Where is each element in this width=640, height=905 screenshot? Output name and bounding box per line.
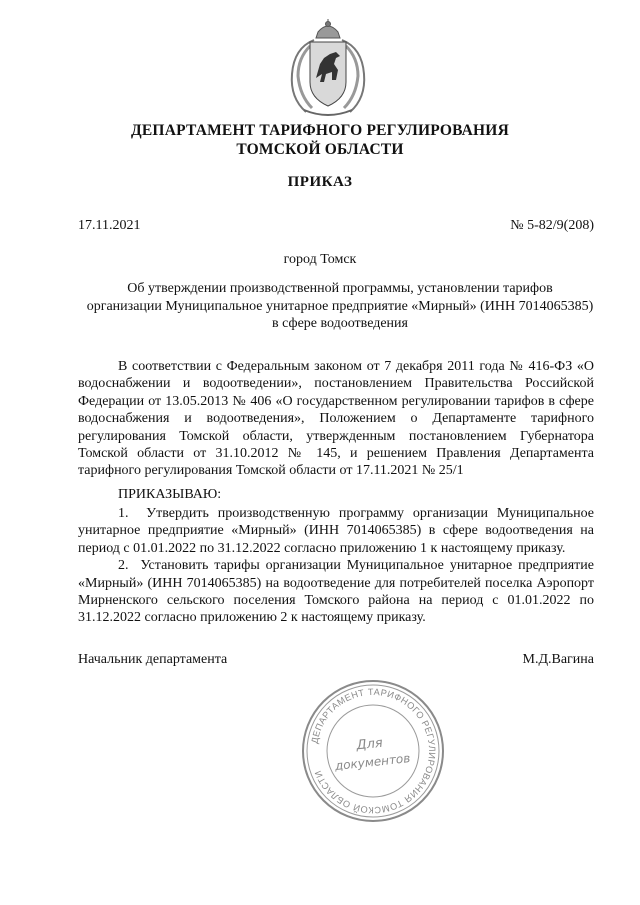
- signatory-name: М.Д.Вагина: [522, 652, 594, 667]
- department-title-line-1: ДЕПАРТАМЕНТ ТАРИФНОГО РЕГУЛИРОВАНИЯ: [131, 122, 509, 139]
- subject-line-3: в сфере водоотведения: [272, 316, 408, 331]
- legal-basis-paragraph: В соответствии с Федеральным законом от 7 декабря 2011 года № 416-ФЗ «О водоснабжении и водоотведении», постановлением Правительства Российской Федерации от 13.05.2013 № 406 «О государственном регулировании тарифов в сфере водоснабжения и водоотведения», Положением о Департаменте тарифного регулирования Томской области, утвержденным постановлением Губернатора Томской области от 31.10.2012 № 145, и решением Правления Департамента тарифного регулирования Томской области от 17.11.2021 № 25/1: [78, 359, 594, 479]
- official-stamp: [298, 676, 448, 826]
- order-item-1: 1. Утвердить производственную программу организации Муниципальное унитарное предприятие «Мирный» (ИНН 7014065385) в сфере водоотведения на период с 01.01.2022 по 31.12.2022 согласно приложению 1 к настоящему приказу.: [78, 506, 594, 556]
- document-type-title: ПРИКАЗ: [287, 174, 353, 190]
- order-number: № 5-82/9(208): [510, 218, 594, 233]
- order-item-2: 2. Установить тарифы организации Муниципальное унитарное предприятие «Мирный» (ИНН 7014065385) на водоотведение для потребителей поселка Аэропорт Мирненского сельского поселения Томского района на период с 01.01.2022 по 31.12.2022 согласно приложению 2 к настоящему приказу.: [78, 558, 594, 626]
- signatory-position: Начальник департамента: [78, 652, 228, 667]
- decree-word: ПРИКАЗЫВАЮ:: [118, 487, 222, 502]
- stamp-center-line-2: документов: [334, 751, 411, 773]
- coat-of-arms-emblem: [284, 18, 372, 120]
- city-line: город Томск: [283, 252, 357, 267]
- order-subject: [60, 280, 620, 333]
- order-items: [78, 505, 594, 627]
- subject-line-1: Об утверждении производственной программы, установлении тарифов: [127, 281, 553, 296]
- stamp-center-line-1: Для: [355, 735, 384, 754]
- subject-line-2: организации Муниципальное унитарное предприятие «Мирный» (ИНН 7014065385): [86, 298, 594, 314]
- department-title-line-2: ТОМСКОЙ ОБЛАСТИ: [236, 141, 404, 158]
- stamp-ring-text: ДЕПАРТАМЕНТ ТАРИФНОГО РЕГУЛИРОВАНИЯ ТОМСКОЙ ОБЛАСТИ: [309, 686, 438, 816]
- order-date: 17.11.2021: [78, 218, 141, 233]
